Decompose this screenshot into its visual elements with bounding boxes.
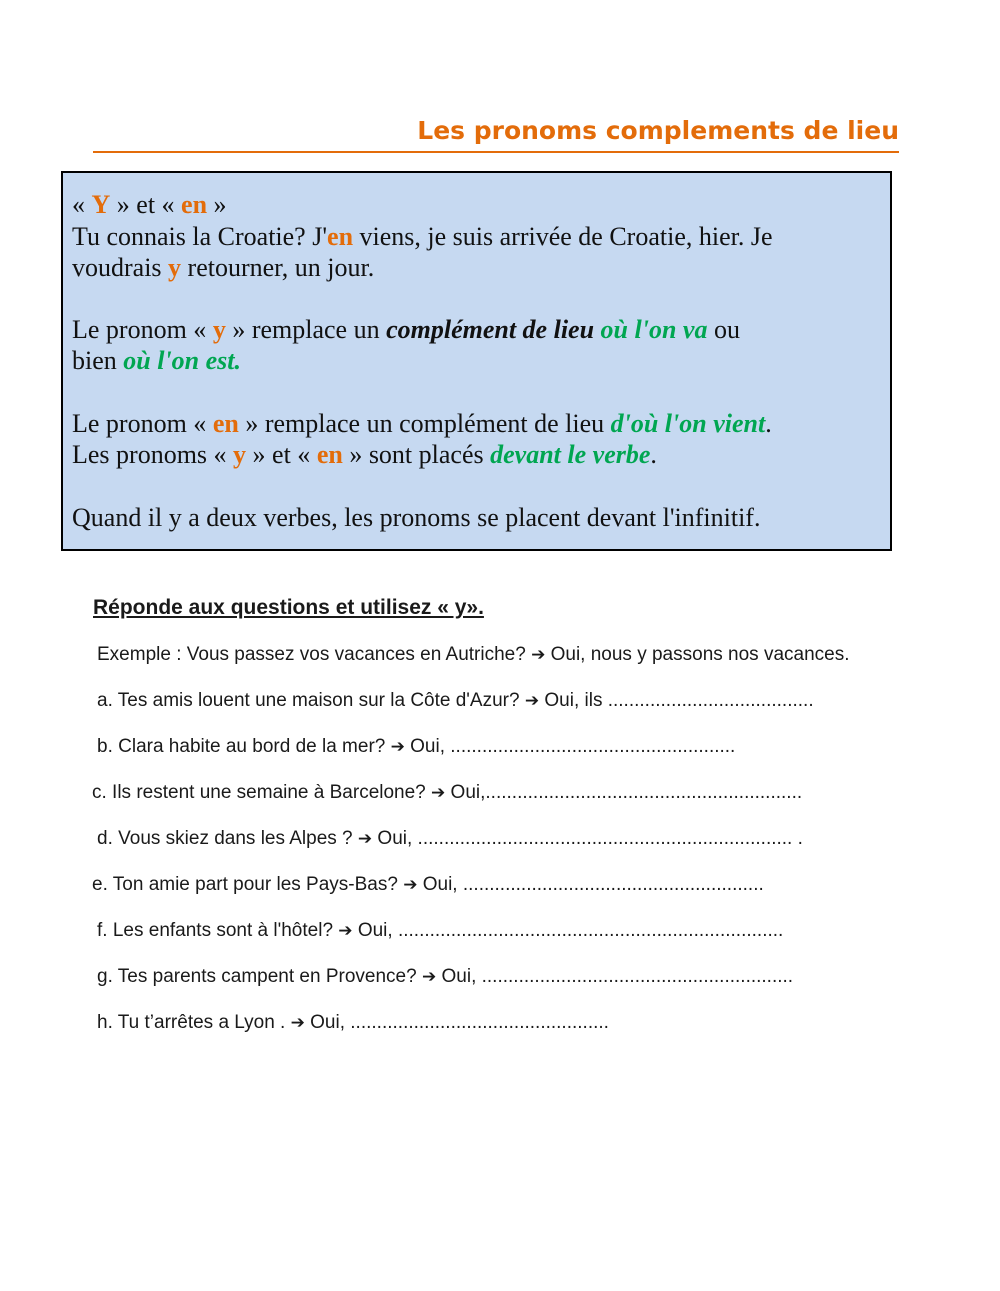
arrow-right-icon: ➔	[524, 691, 540, 711]
exercise-item-e: e. Ton amie part pour les Pays-Bas? ➔ Oui, .........................................................	[92, 874, 764, 895]
answer-blank[interactable]: Oui, ....................................................................... .	[372, 828, 803, 849]
rule-line-7: Les pronoms « y » et « en » sont placés devant le verbe.	[72, 440, 657, 469]
exercise-item-h: h. Tu t’arrêtes a Lyon . ➔ Oui, .................................................	[97, 1012, 609, 1033]
answer-blank[interactable]: Oui, ...........................................................	[436, 966, 794, 987]
arrow-right-icon: ➔	[403, 875, 418, 895]
grammar-rule-box	[61, 171, 892, 551]
title-underline	[93, 151, 899, 153]
rule-line-6: Le pronom « en » remplace un complément de lieu d'où l'on vient.	[72, 409, 772, 438]
answer-blank[interactable]: Oui, ils .......................................	[539, 690, 814, 711]
exercise-item-a: a. Tes amis louent une maison sur la Côte d'Azur? ➔ Oui, ils .......................................	[97, 690, 814, 711]
exercise-item-f: f. Les enfants sont à l'hôtel? ➔ Oui, .........................................................................	[97, 920, 784, 941]
arrow-right-icon: ➔	[338, 921, 353, 941]
exercise-item-b: b. Clara habite au bord de la mer? ➔ Oui, ......................................................	[97, 736, 736, 757]
arrow-right-icon: ➔	[290, 1013, 305, 1033]
rule-line-2: Tu connais la Croatie? J'en viens, je suis arrivée de Croatie, hier. Je	[72, 222, 773, 251]
arrow-right-icon: ➔	[390, 737, 405, 757]
answer-blank[interactable]: Oui, ......................................................	[404, 736, 736, 757]
rule-line-3: voudrais y retourner, un jour.	[72, 253, 375, 282]
arrow-right-icon: ➔	[531, 645, 546, 665]
page-title: Les pronoms complements de lieu	[417, 116, 899, 145]
answer-blank[interactable]: Oui, .........................................................	[417, 874, 764, 895]
exercise-example: Exemple : Vous passez vos vacances en Autriche? ➔ Oui, nous y passons nos vacances.	[97, 644, 850, 665]
rule-line-1: « Y » et « en »	[72, 190, 227, 219]
answer-blank[interactable]: Oui,............................................................	[445, 782, 803, 803]
answer-blank[interactable]: Oui, .................................................	[304, 1012, 609, 1033]
arrow-right-icon: ➔	[421, 967, 437, 987]
exercise-heading: Réponde aux questions et utilisez « y».	[93, 596, 484, 619]
rule-line-5: bien où l'on est.	[72, 346, 242, 375]
exercise-item-c: c. Ils restent une semaine à Barcelone? ➔ Oui,............................................................	[92, 782, 803, 803]
arrow-right-icon: ➔	[357, 829, 373, 849]
rule-line-8: Quand il y a deux verbes, les pronoms se placent devant l'infinitif.	[72, 503, 761, 532]
answer-blank[interactable]: Oui, .........................................................................	[352, 920, 784, 941]
arrow-right-icon: ➔	[431, 783, 446, 803]
exercise-item-d: d. Vous skiez dans les Alpes ? ➔ Oui, ....................................................................... .	[97, 828, 803, 849]
rule-line-4: Le pronom « y » remplace un complément de lieu où l'on va ou	[72, 315, 740, 344]
exercise-item-g: g. Tes parents campent en Provence? ➔ Oui, ...........................................................	[97, 966, 794, 987]
